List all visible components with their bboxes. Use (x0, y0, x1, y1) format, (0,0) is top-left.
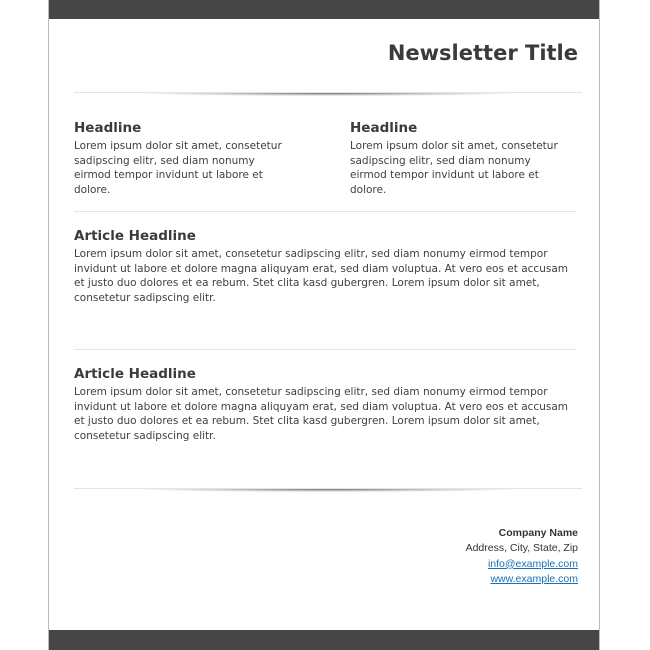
company-name: Company Name (498, 527, 578, 539)
article-1 (74, 228, 574, 306)
footer-divider (74, 488, 582, 495)
header-bar (49, 0, 599, 19)
website-link[interactable]: www.example.com (490, 572, 578, 585)
section-divider (74, 211, 577, 212)
column-headline: Headline (74, 120, 142, 136)
footer-contact (466, 526, 578, 587)
article-body: Lorem ipsum dolor sit amet, consetetur sadipscing elitr, sed diam nonumy eirmod tempor invidunt ut labore et dolore magna aliquyam erat, sed diam voluptua. At vero eos et accusam et justo duo dolores et ea rebum. Stet clita kasd gubergren. Lorem ipsum dolor sit amet, consetetur sadipscing elitr. (74, 248, 568, 305)
newsletter-title: Newsletter Title (387, 41, 578, 65)
header-divider (74, 92, 582, 99)
email-link[interactable]: info@example.com (487, 557, 578, 570)
column-body: Lorem ipsum dolor sit amet, consetetur sadipscing elitr, sed diam nonumy eirmod tempor invidunt ut labore et dolore. (74, 140, 282, 197)
newsletter-page (48, 0, 600, 650)
column-headline: Headline (350, 120, 418, 136)
footer-bar (49, 630, 599, 650)
column-body: Lorem ipsum dolor sit amet, consetetur sadipscing elitr, sed diam nonumy eirmod tempor invidunt ut labore et dolore. (350, 140, 558, 197)
column-right (350, 120, 565, 198)
article-body: Lorem ipsum dolor sit amet, consetetur sadipscing elitr, sed diam nonumy eirmod tempor invidunt ut labore et dolore magna aliquyam erat, sed diam voluptua. At vero eos et accusam et justo duo dolores et ea rebum. Stet clita kasd gubergren. Lorem ipsum dolor sit amet, consetetur sadipscing elitr. (74, 386, 568, 443)
section-divider (74, 349, 577, 350)
article-2 (74, 366, 574, 444)
article-headline: Article Headline (74, 366, 196, 382)
column-left (74, 120, 289, 198)
article-headline: Article Headline (74, 228, 196, 244)
company-address: Address, City, State, Zip (465, 542, 578, 555)
